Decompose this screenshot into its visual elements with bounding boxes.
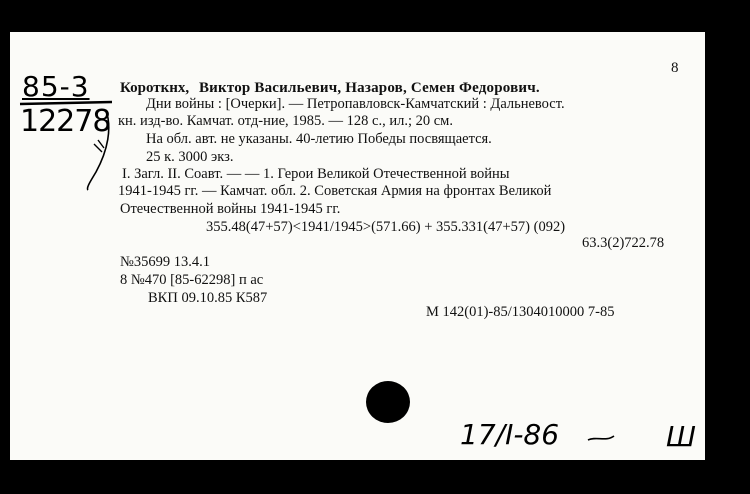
heading-line [120, 80, 540, 96]
ink-blot [366, 381, 410, 423]
handwritten-tick-strokes [94, 140, 104, 152]
record-line-2: 8 №470 [85-62298] п ас [120, 272, 264, 288]
page-number: 8 [671, 60, 679, 76]
handwritten-code-bottom: 12278 [20, 104, 111, 139]
body-line-5: I. Загл. II. Соавт. — — 1. Герои Великой Отечественной войны [122, 166, 510, 182]
footer-code: М 142(01)-85/1304010000 7-85 [426, 304, 615, 320]
body-line-4: 25 к. 3000 экз. [146, 149, 234, 165]
handwritten-code-top: 85-3 [22, 70, 90, 103]
body-line-7: Отечественной войны 1941-1945 гг. [120, 201, 341, 217]
body-line-6: 1941-1945 гг. — Камчат. обл. 2. Советская Армия на фронтах Великой [118, 183, 552, 199]
body-line-3: На обл. авт. не указаны. 40-летию Победы посвящается. [146, 131, 492, 147]
record-line-1: №35699 13.4.1 [120, 254, 210, 270]
handwritten-date-underline [588, 436, 614, 440]
body-line-2: кн. изд-во. Камчат. отд-ние, 1985. — 128 с., ил.; 20 см. [118, 113, 453, 129]
classification-line-2: 63.3(2)722.78 [582, 235, 665, 251]
handwritten-date: 17/I-86 [460, 418, 560, 451]
heading-author: Короткнх, [120, 80, 190, 96]
handwritten-initials: Ш [666, 420, 696, 453]
catalog-card [10, 32, 705, 460]
record-line-3: ВКП 09.10.85 К587 [148, 290, 268, 306]
heading-rest: Виктор Васильевич, Назаров, Семен Федорович. [198, 80, 540, 96]
classification-line: 355.48(47+57)<1941/1945>(571.66) + 355.331(47+57) (092) [206, 219, 566, 235]
body-line-1: Дни войны : [Очерки]. — Петропавловск-Камчатский : Дальневост. [146, 96, 565, 112]
